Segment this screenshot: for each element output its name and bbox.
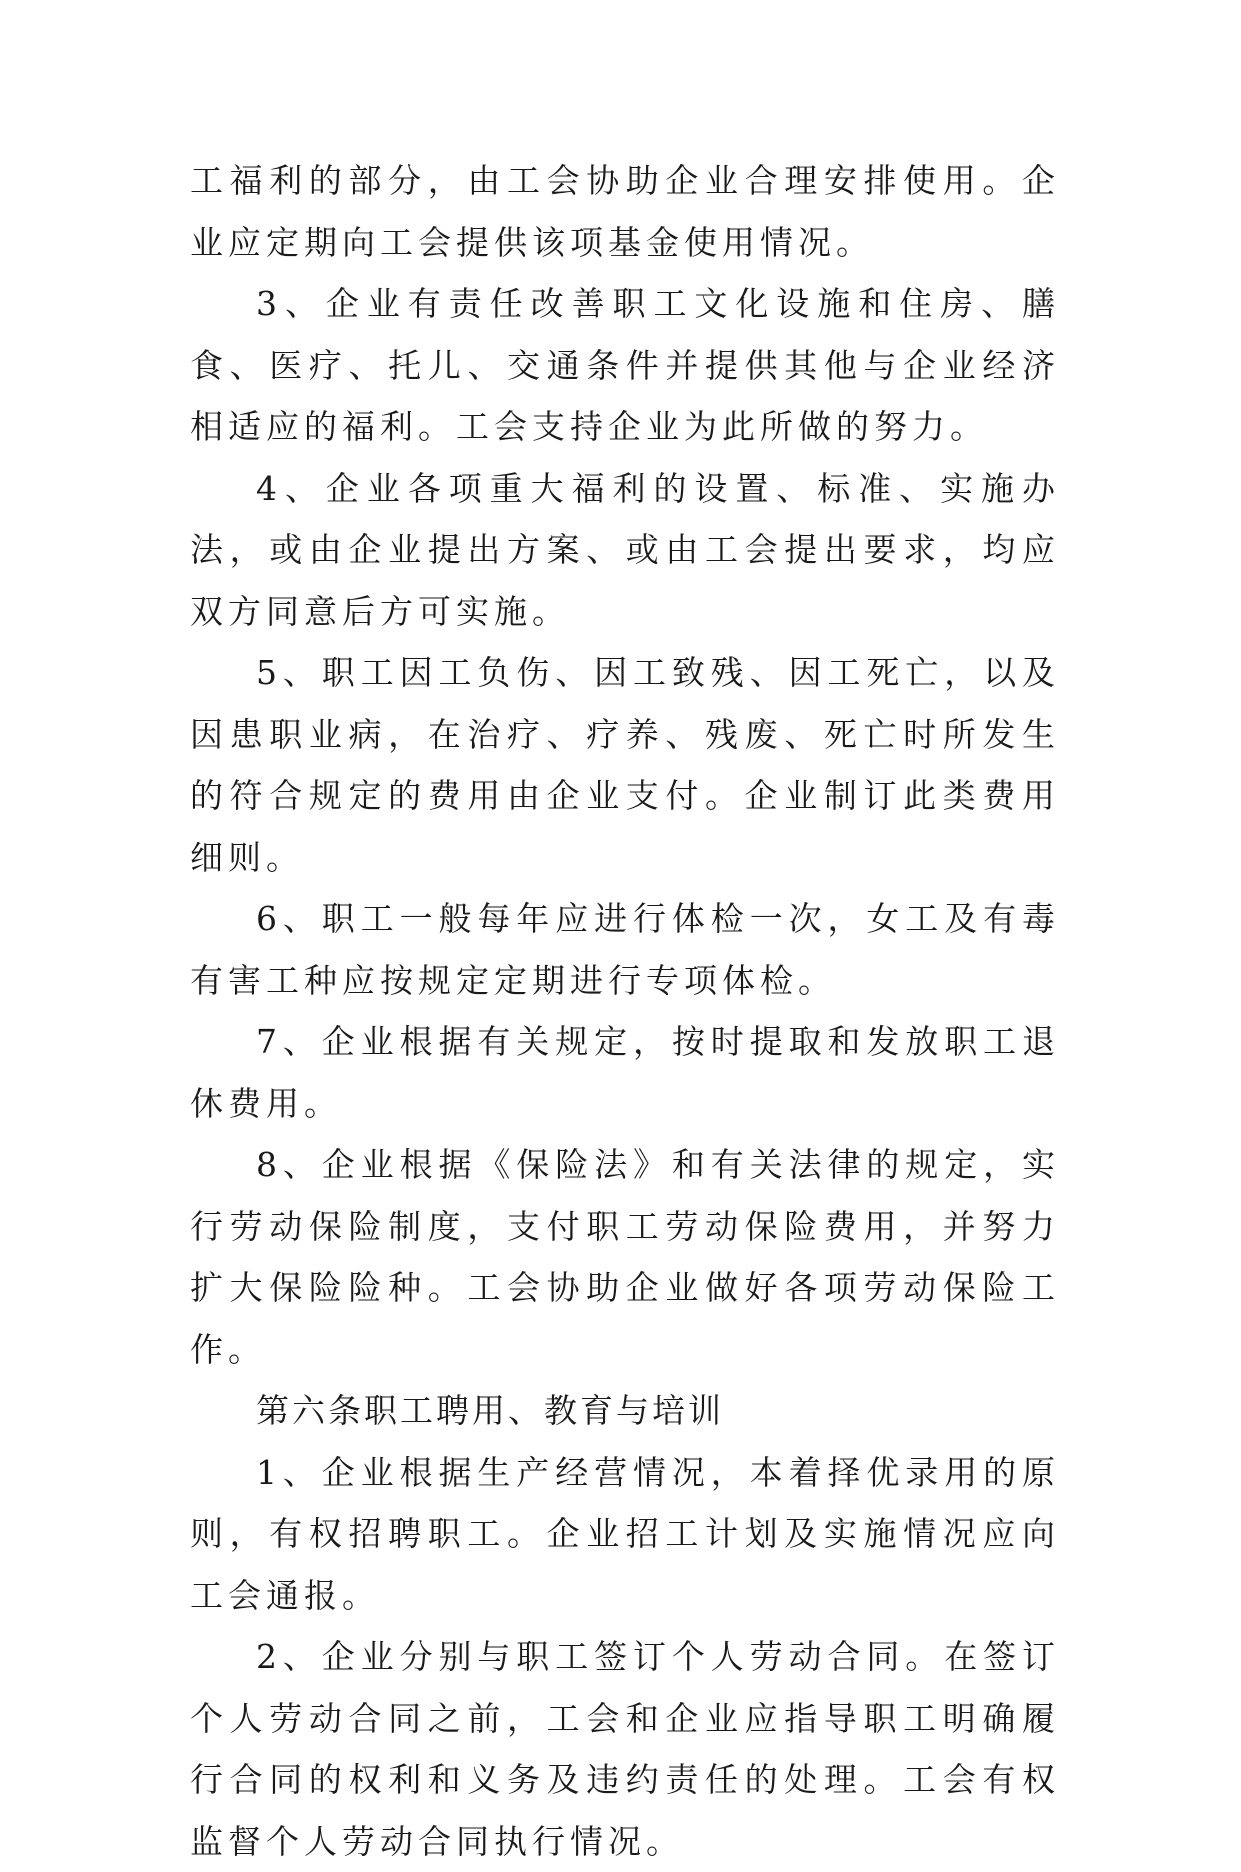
paragraph-clause-7-retirement: 7、企业根据有关规定，按时提取和发放职工退休费用。 [190,1022,1060,1123]
paragraph-welfare-fund-continued: 工福利的部分，由工会协助企业合理安排使用。企业应定期向工会提供该项基金使用情况。 [190,161,1060,262]
paragraph-clause-2-labor-contract: 2、企业分别与职工签订个人劳动合同。在签订个人劳动合同之前，工会和企业应指导职工明确履行合同的权利和义务及违约责任的处理。工会有权监督个人劳动合同执行情况。 [190,1637,1060,1861]
paragraph-clause-8-labor-insurance: 8、企业根据《保险法》和有关法律的规定，实行劳动保险制度，支付职工劳动保险费用，并努力扩大保险险种。工会协助企业做好各项劳动保险工作。 [190,1145,1060,1369]
paragraph-clause-6-health-check: 6、职工一般每年应进行体检一次，女工及有毒有害工种应按规定定期进行专项体检。 [190,899,1060,1000]
paragraph-clause-3-welfare-facilities: 3、企业有责任改善职工文化设施和住房、膳食、医疗、托儿、交通条件并提供其他与企业经济相适应的福利。工会支持企业为此所做的努力。 [190,284,1060,446]
document-page [190,150,1060,1872]
section-heading-article-6: 第六条职工聘用、教育与培训 [256,1391,724,1430]
paragraph-clause-4-major-welfare: 4、企业各项重大福利的设置、标准、实施办法，或由企业提出方案、或由工会提出要求，均应双方同意后方可实施。 [190,468,1060,631]
paragraph-clause-5-work-injury: 5、职工因工负伤、因工致残、因工死亡，以及因患职业病，在治疗、疗养、残废、死亡时所发生的符合规定的费用由企业支付。企业制订此类费用细则。 [190,653,1060,877]
paragraph-clause-1-recruitment: 1、企业根据生产经营情况，本着择优录用的原则，有权招聘职工。企业招工计划及实施情况应向工会通报。 [190,1452,1060,1615]
